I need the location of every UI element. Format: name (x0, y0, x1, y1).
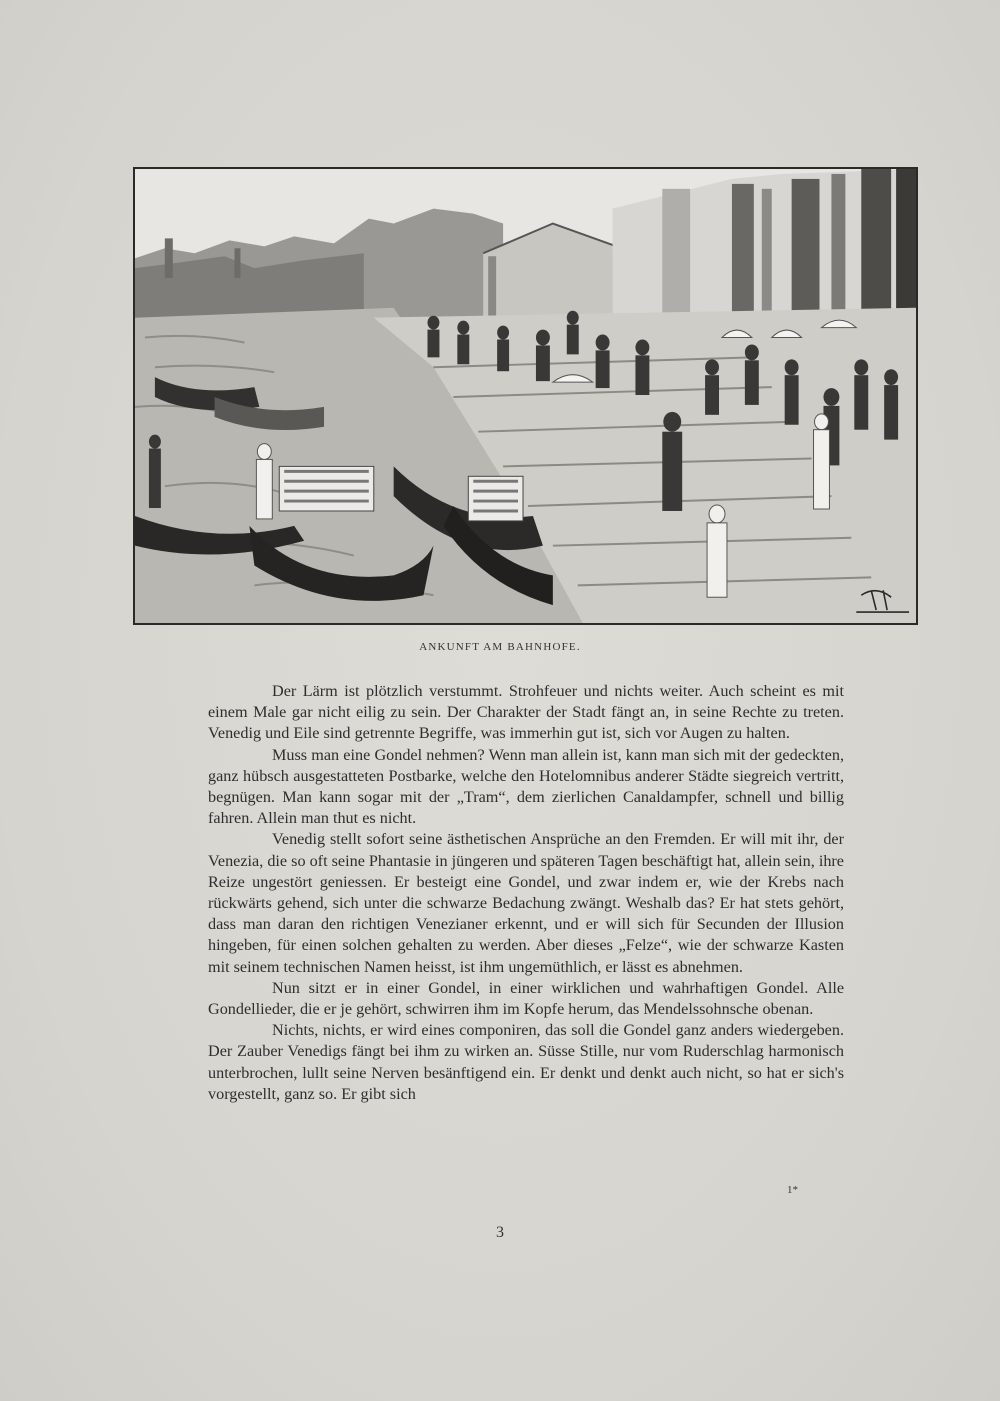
venice-station-illustration (135, 169, 916, 623)
illustration-caption: ANKUNFT AM BAHNHOFE. (419, 641, 581, 653)
paragraph: Venedig stellt sofort seine ästhetischen Ansprüche an den Fremden. Er will mit ihr, der Venezia, die so oft seine Phantasie in jüngeren und späteren Tagen beschäftigt hat, allein sein, ihre Reize ungestört geniessen. Er besteigt eine Gondel, und zwar indem er, wie der Krebs nach rückwärts gehend, sich unter die schwarze Bedachung zwängt. Weshalb das? Er hat stets gehört, dass man daran den richtigen Venezianer erkennt, und er will sich für Secunden der Illusion hingeben, für einen solchen gehalten zu werden. Aber dieses „Felze“, wie der schwarze Kasten mit seinem technischen Namen heisst, ist ihm ungemüthlich, er lässt es abnehmen. (208, 830, 844, 976)
signature-mark: 1* (787, 1184, 798, 1196)
paragraph: Der Lärm ist plötzlich verstummt. Strohfeuer und nichts weiter. Auch scheint es mit einem Male gar nicht eilig zu sein. Der Charakter der Stadt fängt an, in seine Rechte zu treten. Venedig und Eile sind getrennte Begriffe, was immerhin gut ist, sich vor Augen zu halten. (208, 682, 844, 743)
paragraph: Nichts, nichts, er wird eines componiren, das soll die Gondel ganz anders wiedergeben. Der Zauber Venedigs fängt bei ihm zu wirken an. Süsse Stille, nur vom Ruderschlag harmonisch unterbrochen, lullt seine Nerven besänftigend ein. Er denkt und denkt auch nicht, so hat er sich's vorgestellt, ganz so. Er gibt sich (208, 1021, 844, 1103)
page-number: 3 (496, 1224, 504, 1241)
paragraph: Nun sitzt er in einer Gondel, in einer wirklichen und wahrhaftigen Gondel. Alle Gondellieder, die er je gehört, schwirren ihm im Kopfe herum, das Mendelssohnsche obenan. (208, 978, 844, 1019)
illustration-plate (133, 167, 918, 625)
paragraph: Muss man eine Gondel nehmen? Wenn man allein ist, kann man sich mit der gedeckten, ganz hübsch ausgestatteten Postbarke, welche den Hotelomnibus anderer Städte siegreich vertritt, begnügen. Man kann sogar mit der „Tram“, dem zierlichen Canaldampfer, schnell und billig fahren. Allein man thut es nicht. (208, 745, 844, 828)
body-text (208, 681, 844, 1105)
